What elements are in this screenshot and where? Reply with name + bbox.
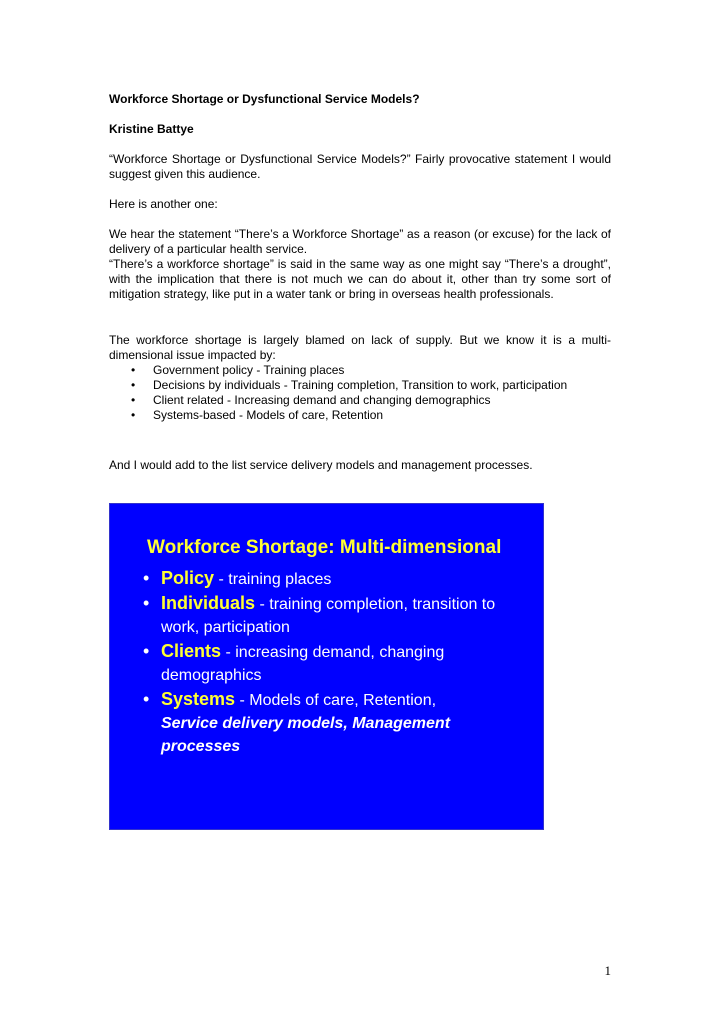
- slide-bullet-item: [143, 592, 523, 639]
- slide-term: Systems: [161, 689, 236, 709]
- slide-desc: - training places: [214, 571, 332, 588]
- paragraph-intro: “Workforce Shortage or Dysfunctional Service Models?” Fairly provocative statement I would suggest given this audience.: [109, 152, 611, 181]
- presentation-slide: [109, 503, 544, 830]
- slide-term: Individuals: [161, 593, 256, 613]
- paragraph-closing: And I would add to the list service delivery models and management processes.: [109, 458, 533, 472]
- impact-bullet-list: [109, 363, 611, 423]
- bullet-dot-icon: •: [143, 689, 150, 709]
- slide-emphasis: Service delivery models, Management processes: [161, 715, 451, 755]
- page-number: 1: [604, 963, 611, 978]
- slide-bullet-item: [143, 567, 523, 591]
- bullet-dot-icon: •: [143, 641, 150, 661]
- slide-title: Workforce Shortage: Multi-dimensional: [147, 537, 502, 558]
- slide-desc: - Models of care, Retention,: [235, 692, 437, 709]
- paragraph-another: Here is another one:: [109, 197, 218, 211]
- document-author: Kristine Battye: [109, 122, 194, 136]
- slide-term: Clients: [161, 641, 222, 661]
- document-title: Workforce Shortage or Dysfunctional Service Models?: [109, 92, 420, 106]
- bullet-item: • Government policy - Training places: [109, 363, 611, 378]
- slide-bullet-item: [143, 640, 523, 687]
- slide-desc: - increasing demand, changing demographics: [161, 644, 445, 684]
- slide-desc: - training completion, transition to work, participation: [161, 596, 496, 636]
- paragraph-statement: We hear the statement “There’s a Workforce Shortage” as a reason (or excuse) for the lack of delivery of a particular health service.: [109, 227, 611, 256]
- bullet-item: • Decisions by individuals - Training completion, Transition to work, participation: [109, 378, 611, 393]
- slide-bullet-list: [143, 567, 523, 759]
- bullet-item: • Client related - Increasing demand and changing demographics: [109, 393, 611, 408]
- bullet-dot-icon: •: [143, 593, 150, 613]
- slide-term: Policy: [161, 568, 215, 588]
- paragraph-drought: “There’s a workforce shortage” is said in the same way as one might say “There’s a drought”, with the implication that there is not much we can do about it, other than try some sort of mitigation strategy, like put in a water tank or bring in overseas health professionals.: [109, 257, 611, 301]
- bullet-dot-icon: •: [143, 568, 150, 588]
- bullet-item: • Systems-based - Models of care, Retention: [109, 408, 611, 423]
- slide-bullet-item: [143, 688, 523, 758]
- paragraph-supply: The workforce shortage is largely blamed on lack of supply. But we know it is a multi-dimensional issue impacted by:: [109, 333, 611, 362]
